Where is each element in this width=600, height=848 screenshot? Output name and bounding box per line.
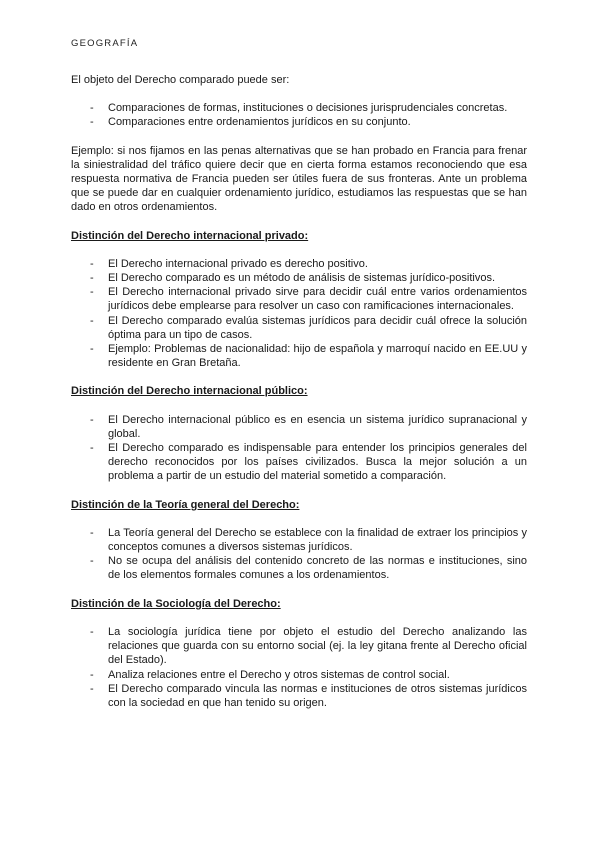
dash-marker: -	[90, 343, 94, 356]
list-item	[71, 342, 527, 370]
list-item	[71, 271, 527, 285]
list-item-text: Ejemplo: Problemas de nacionalidad: hijo de española y marroquí nacido en EE.UU y residente en Gran Bretaña.	[108, 343, 527, 370]
dash-marker: -	[90, 286, 94, 299]
list-item-text: El Derecho internacional privado es derecho positivo.	[108, 257, 368, 270]
list-item-text: Comparaciones entre ordenamientos jurídicos en su conjunto.	[108, 116, 411, 129]
list-item	[71, 526, 527, 554]
dash-marker: -	[90, 314, 94, 327]
list-item-text: La Teoría general del Derecho se establece con la finalidad de extraer los principios y conceptos comunes a diversos sistemas jurídicos.	[108, 526, 527, 554]
list-item-text: El Derecho comparado vincula las normas e instituciones de otros sistemas jurídicos con la sociedad en que han tenido su origen.	[108, 682, 527, 709]
section-heading-dip: Distinción del Derecho internacional privado:	[71, 229, 309, 242]
list-item-text: El Derecho comparado es un método de análisis de sistemas jurídico-positivos.	[108, 272, 496, 285]
dash-marker: -	[90, 116, 94, 129]
section-list-dip	[71, 257, 527, 371]
list-item	[71, 115, 527, 129]
page-header: GEOGRAFÍA	[71, 38, 139, 49]
section-heading-dipub: Distinción del Derecho internacional público:	[71, 385, 308, 398]
list-item	[71, 413, 527, 441]
dash-marker: -	[90, 257, 94, 270]
list-item	[71, 554, 527, 582]
list-item	[71, 668, 527, 682]
list-item-text: El Derecho internacional público es en esencia un sistema jurídico supranacional y global.	[108, 413, 527, 440]
list-item-text: El Derecho internacional privado sirve para decidir cuál entre varios ordenamientos jurídicos debe emplearse para resolver un caso con ramificaciones internacionales.	[108, 286, 527, 313]
document-body	[71, 73, 527, 724]
dash-marker: -	[90, 625, 94, 638]
list-item-text: El Derecho comparado es indispensable para entender los principios generales del derecho reconocidos por los países civilizados. Busca la mejor solución a un problema a partir de un estudio del material sometido a comparación.	[108, 442, 527, 483]
list-item-text: La sociología jurídica tiene por objeto el estudio del Derecho analizando las relaciones que guarda con su entorno social (ej. la ley gitana frente al Derecho oficial del Estado).	[108, 625, 527, 667]
list-item-text: El Derecho comparado evalúa sistemas jurídicos para decidir cuál ofrece la solución óptima para un tipo de casos.	[108, 314, 527, 341]
intro-list	[71, 101, 527, 129]
dash-marker: -	[90, 555, 94, 568]
dash-marker: -	[90, 272, 94, 285]
list-item	[71, 625, 527, 668]
section-heading-teoria: Distinción de la Teoría general del Derecho:	[71, 498, 300, 511]
list-item	[71, 314, 527, 342]
list-item	[71, 441, 527, 484]
dash-marker: -	[90, 442, 94, 455]
section-list-teoria	[71, 526, 527, 583]
section-list-dipub	[71, 413, 527, 484]
dash-marker: -	[90, 526, 94, 539]
intro-paragraph: El objeto del Derecho comparado puede ser:	[71, 74, 290, 86]
dash-marker: -	[90, 413, 94, 426]
section-heading-sociologia: Distinción de la Sociología del Derecho:	[71, 597, 281, 610]
list-item	[71, 101, 527, 115]
dash-marker: -	[90, 102, 94, 115]
list-item	[71, 682, 527, 710]
example-paragraph: Ejemplo: si nos fijamos en las penas alternativas que se han probado en Francia para frenar la siniestralidad del tráfico quiere decir que en cierta forma estamos reconociendo que esa respuesta normativa de Francia pueden ser útiles fuera de sus fronteras. Ante un problema que se puede dar en cualquier ordenamiento jurídico, estudiamos las respuestas que se han dado en otros ordenamientos.	[71, 144, 527, 214]
list-item	[71, 257, 527, 271]
list-item-text: No se ocupa del análisis del contenido concreto de las normas e instituciones, sino de los elementos formales comunes a los ordenamientos.	[108, 555, 527, 582]
list-item-text: Analiza relaciones entre el Derecho y otros sistemas de control social.	[108, 668, 450, 681]
list-item-text: Comparaciones de formas, instituciones o decisiones jurisprudenciales concretas.	[108, 102, 508, 115]
section-list-sociologia	[71, 625, 527, 710]
dash-marker: -	[90, 682, 94, 695]
dash-marker: -	[90, 668, 94, 681]
list-item	[71, 285, 527, 313]
